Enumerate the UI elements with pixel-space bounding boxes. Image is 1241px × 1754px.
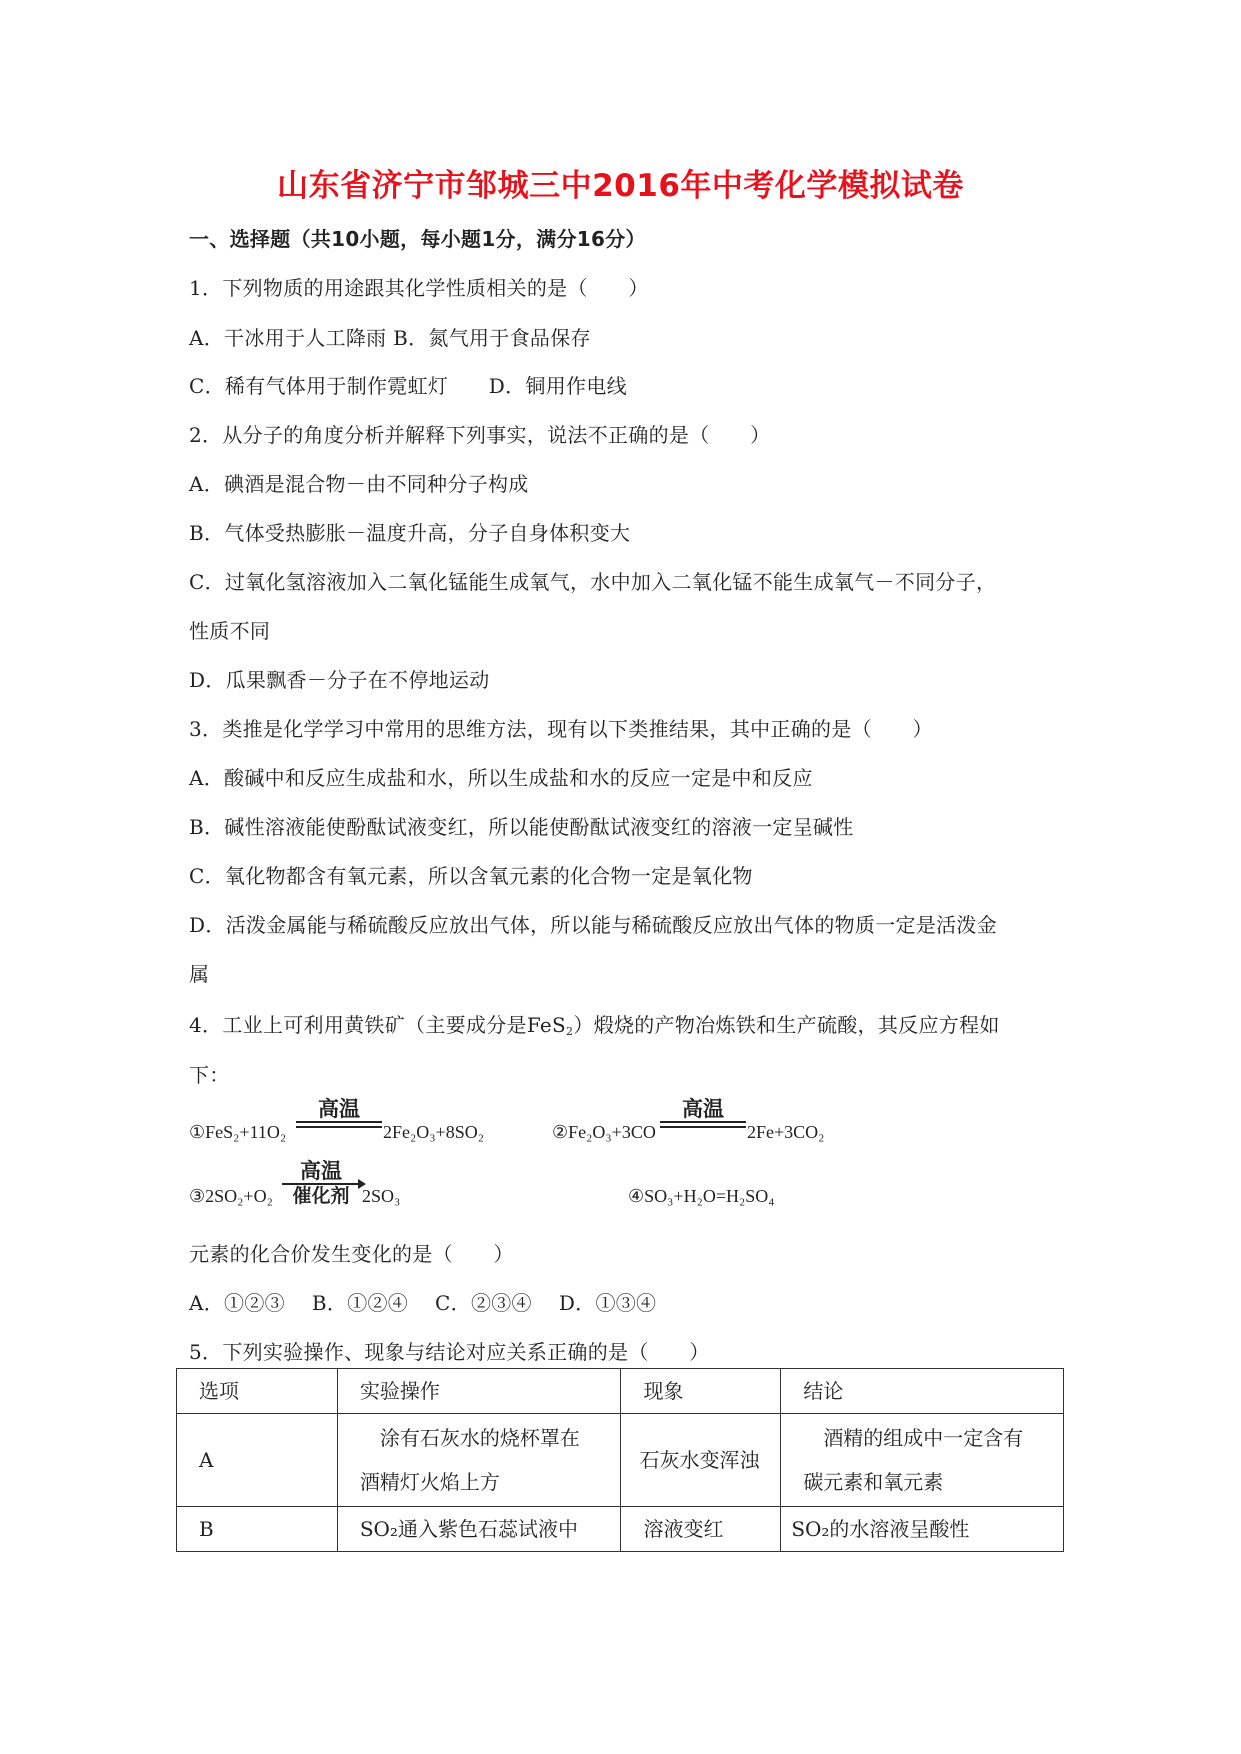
equation-3-condition: 高温 催化剂	[282, 1159, 360, 1207]
q1-options-cd: C．稀有气体用于制作霓虹灯 D．铜用作电线	[189, 374, 627, 398]
table-row	[177, 1507, 1064, 1552]
equation-2-reactants: ②Fe₂O₃+3CO	[552, 1122, 656, 1142]
q4-stem: 4．工业上可利用黄铁矿（主要成分是FeS$_2$）煅烧的产物冶炼铁和生产硫酸，其反应方程如	[189, 1013, 1000, 1038]
table-header: 结论	[781, 1369, 1064, 1414]
table-cell-phenomenon: 溶液变红	[621, 1507, 781, 1552]
q2-option-c: C．过氧化氢溶液加入二氧化锰能生成氧气，水中加入二氧化锰不能生成氧气－不同分子，	[189, 570, 997, 594]
table-cell-option: A	[177, 1414, 338, 1507]
q3-option-a: A．酸碱中和反应生成盐和水，所以生成盐和水的反应一定是中和反应	[189, 766, 813, 790]
q2-option-d: D．瓜果飘香－分子在不停地运动	[189, 668, 490, 692]
equation-4: ④SO₃+H₂O=H₂SO₄	[628, 1186, 775, 1206]
equation-2-condition: 高温	[660, 1097, 746, 1128]
table-cell-conclusion: SO₂的水溶液呈酸性	[781, 1507, 1064, 1552]
q2-option-a: A．碘酒是混合物－由不同种分子构成	[189, 472, 529, 496]
equation-3-products: 2SO₃	[362, 1186, 401, 1206]
section-heading: 一、选择题（共10小题，每小题1分，满分16分）	[189, 227, 646, 251]
q2-stem: 2．从分子的角度分析并解释下列事实，说法不正确的是（ ）	[189, 423, 771, 447]
table-cell-operation: SO₂通入紫色石蕊试液中	[337, 1507, 621, 1552]
table-cell-conclusion: 酒精的组成中一定含有碳元素和氧元素	[781, 1414, 1064, 1507]
q2-option-c-cont: 性质不同	[189, 619, 271, 643]
table-cell-operation: 涂有石灰水的烧杯罩在酒精灯火焰上方	[337, 1414, 621, 1507]
table-cell-option: B	[177, 1507, 338, 1552]
page-title: 山东省济宁市邹城三中2016年中考化学模拟试卷	[277, 168, 964, 204]
equation-3-reactants: ③2SO₂+O₂	[189, 1186, 273, 1206]
table-header: 实验操作	[337, 1369, 621, 1414]
table-cell-phenomenon: 石灰水变浑浊	[621, 1414, 781, 1507]
q3-option-c: C．氧化物都含有氧元素，所以含氧元素的化合物一定是氧化物	[189, 864, 753, 888]
q4-options: A．①②③ B．①②④ C．②③④ D．①③④	[189, 1291, 657, 1315]
equation-1-products: 2Fe₂O₃+8SO₂	[383, 1122, 484, 1142]
table-header: 选项	[177, 1369, 338, 1414]
equation-1-condition: 高温	[296, 1097, 382, 1128]
q1-stem: 1．下列物质的用途跟其化学性质相关的是（ ）	[189, 276, 649, 300]
q3-option-b: B．碱性溶液能使酚酞试液变红，所以能使酚酞试液变红的溶液一定呈碱性	[189, 815, 854, 839]
table-header: 现象	[621, 1369, 781, 1414]
q3-option-d: D．活泼金属能与稀硫酸反应放出气体，所以能与稀硫酸反应放出气体的物质一定是活泼金	[189, 913, 998, 937]
q3-stem: 3．类推是化学学习中常用的思维方法，现有以下类推结果，其中正确的是（ ）	[189, 717, 933, 741]
q3-option-d-cont: 属	[189, 962, 210, 986]
q2-option-b: B．气体受热膨胀－温度升高，分子自身体积变大	[189, 521, 631, 545]
q4-question: 元素的化合价发生变化的是（ ）	[189, 1242, 514, 1266]
table-header-row	[177, 1369, 1064, 1414]
q1-options-ab: A．干冰用于人工降雨 B．氮气用于食品保存	[189, 326, 591, 350]
equation-2-products: 2Fe+3CO₂	[747, 1122, 825, 1142]
experiment-table	[176, 1368, 1064, 1552]
q4-stem-cont: 下：	[189, 1063, 230, 1087]
q5-stem: 5．下列实验操作、现象与结论对应关系正确的是（ ）	[189, 1340, 710, 1364]
table-row	[177, 1414, 1064, 1507]
equation-1-reactants: ①FeS₂+11O₂	[189, 1122, 287, 1142]
